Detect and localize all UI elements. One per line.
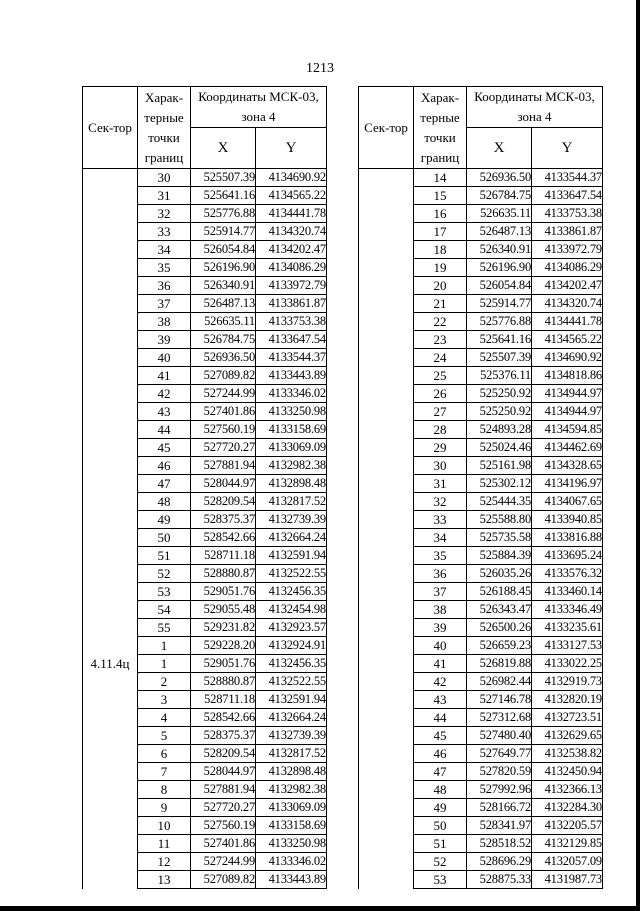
- point-number-cell: 15: [414, 187, 467, 205]
- x-coordinate-cell: 525250.92: [467, 385, 532, 403]
- point-number-cell: 46: [138, 457, 191, 475]
- point-number-cell: 43: [414, 691, 467, 709]
- x-coordinate-cell: 526500.26: [467, 619, 532, 637]
- x-coordinate-cell: 525024.46: [467, 439, 532, 457]
- x-coordinate-cell: 527244.99: [191, 853, 256, 871]
- y-coordinate-cell: 4133069.09: [256, 439, 327, 457]
- x-coordinate-cell: 525776.88: [467, 313, 532, 331]
- point-number-cell: 40: [138, 349, 191, 367]
- point-number-cell: 7: [138, 763, 191, 781]
- x-coordinate-cell: 527401.86: [191, 835, 256, 853]
- point-number-cell: 16: [414, 205, 467, 223]
- x-coordinate-cell: 525588.80: [467, 511, 532, 529]
- point-number-cell: 49: [414, 799, 467, 817]
- y-coordinate-cell: 4132456.35: [256, 583, 327, 601]
- y-coordinate-cell: 4132629.65: [532, 727, 603, 745]
- y-coordinate-cell: 4132982.38: [256, 781, 327, 799]
- x-coordinate-cell: 526635.11: [191, 313, 256, 331]
- point-number-cell: 36: [414, 565, 467, 583]
- point-number-cell: 34: [138, 241, 191, 259]
- y-coordinate-cell: 4132923.57: [256, 619, 327, 637]
- y-coordinate-cell: 4133972.79: [532, 241, 603, 259]
- page-edge-bottom: [0, 906, 640, 911]
- y-coordinate-cell: 4132591.94: [256, 691, 327, 709]
- y-coordinate-cell: 4133647.54: [532, 187, 603, 205]
- x-coordinate-cell: 528696.29: [467, 853, 532, 871]
- x-coordinate-cell: 528209.54: [191, 745, 256, 763]
- x-coordinate-cell: 527992.96: [467, 781, 532, 799]
- point-number-cell: 17: [414, 223, 467, 241]
- point-number-cell: 31: [138, 187, 191, 205]
- x-coordinate-cell: 525444.35: [467, 493, 532, 511]
- y-coordinate-cell: 4133346.02: [256, 385, 327, 403]
- coordinates-table-right: [358, 86, 603, 889]
- y-coordinate-cell: 4131987.73: [532, 871, 603, 889]
- x-coordinate-cell: 526784.75: [191, 331, 256, 349]
- x-coordinate-cell: 526659.23: [467, 637, 532, 655]
- header-coordinates: Координаты МСК-03, зона 4: [467, 87, 603, 128]
- point-number-cell: 42: [414, 673, 467, 691]
- y-coordinate-cell: 4132723.51: [532, 709, 603, 727]
- point-number-cell: 32: [414, 493, 467, 511]
- y-coordinate-cell: 4134441.78: [256, 205, 327, 223]
- point-number-cell: 29: [414, 439, 467, 457]
- header-coordinates: Координаты МСК-03, зона 4: [191, 87, 327, 128]
- y-coordinate-cell: 4134202.47: [532, 277, 603, 295]
- x-coordinate-cell: 526819.88: [467, 655, 532, 673]
- y-coordinate-cell: 4132591.94: [256, 547, 327, 565]
- y-coordinate-cell: 4134086.29: [256, 259, 327, 277]
- x-coordinate-cell: 528880.87: [191, 673, 256, 691]
- table-row: [83, 169, 327, 187]
- point-number-cell: 34: [414, 529, 467, 547]
- x-coordinate-cell: 528518.52: [467, 835, 532, 853]
- x-coordinate-cell: 526054.84: [467, 277, 532, 295]
- x-coordinate-cell: 526340.91: [191, 277, 256, 295]
- x-coordinate-cell: 527312.68: [467, 709, 532, 727]
- point-number-cell: 5: [138, 727, 191, 745]
- y-coordinate-cell: 4133250.98: [256, 835, 327, 853]
- point-number-cell: 12: [138, 853, 191, 871]
- y-coordinate-cell: 4132898.48: [256, 763, 327, 781]
- sector-cell: [359, 169, 414, 889]
- x-coordinate-cell: 526487.13: [191, 295, 256, 313]
- y-coordinate-cell: 4134320.74: [532, 295, 603, 313]
- point-number-cell: 40: [414, 637, 467, 655]
- y-coordinate-cell: 4134565.22: [532, 331, 603, 349]
- point-number-cell: 19: [414, 259, 467, 277]
- x-coordinate-cell: 528166.72: [467, 799, 532, 817]
- y-coordinate-cell: 4133443.89: [256, 871, 327, 889]
- y-coordinate-cell: 4134196.97: [532, 475, 603, 493]
- y-coordinate-cell: 4134690.92: [532, 349, 603, 367]
- point-number-cell: 23: [414, 331, 467, 349]
- x-coordinate-cell: 529051.76: [191, 655, 256, 673]
- point-number-cell: 39: [138, 331, 191, 349]
- point-number-cell: 35: [414, 547, 467, 565]
- point-number-cell: 32: [138, 205, 191, 223]
- point-number-cell: 54: [138, 601, 191, 619]
- point-number-cell: 44: [414, 709, 467, 727]
- y-coordinate-cell: 4132817.52: [256, 493, 327, 511]
- point-number-cell: 47: [414, 763, 467, 781]
- point-number-cell: 39: [414, 619, 467, 637]
- x-coordinate-cell: 526635.11: [467, 205, 532, 223]
- point-number-cell: 48: [138, 493, 191, 511]
- x-coordinate-cell: 528542.66: [191, 709, 256, 727]
- point-number-cell: 33: [414, 511, 467, 529]
- x-coordinate-cell: 525776.88: [191, 205, 256, 223]
- point-number-cell: 8: [138, 781, 191, 799]
- point-number-cell: 11: [138, 835, 191, 853]
- header-sector: Сек-тор: [83, 87, 138, 169]
- x-coordinate-cell: 528341.97: [467, 817, 532, 835]
- x-coordinate-cell: 526936.50: [191, 349, 256, 367]
- x-coordinate-cell: 527720.27: [191, 799, 256, 817]
- y-coordinate-cell: 4133972.79: [256, 277, 327, 295]
- x-coordinate-cell: 526196.90: [191, 259, 256, 277]
- table-row: [359, 169, 603, 187]
- x-coordinate-cell: 525641.16: [191, 187, 256, 205]
- y-coordinate-cell: 4132664.24: [256, 529, 327, 547]
- y-coordinate-cell: 4132919.73: [532, 673, 603, 691]
- x-coordinate-cell: 526035.26: [467, 565, 532, 583]
- point-number-cell: 30: [138, 169, 191, 187]
- x-coordinate-cell: 525376.11: [467, 367, 532, 385]
- y-coordinate-cell: 4132284.30: [532, 799, 603, 817]
- point-number-cell: 53: [138, 583, 191, 601]
- x-coordinate-cell: 525250.92: [467, 403, 532, 421]
- point-number-cell: 50: [414, 817, 467, 835]
- x-coordinate-cell: 528209.54: [191, 493, 256, 511]
- sector-cell: 4.11.4ц: [83, 655, 138, 889]
- y-coordinate-cell: 4133647.54: [256, 331, 327, 349]
- x-coordinate-cell: 527560.19: [191, 421, 256, 439]
- x-coordinate-cell: 525884.39: [467, 547, 532, 565]
- y-coordinate-cell: 4133695.24: [532, 547, 603, 565]
- y-coordinate-cell: 4134944.97: [532, 385, 603, 403]
- y-coordinate-cell: 4133753.38: [532, 205, 603, 223]
- header-x: X: [467, 128, 532, 169]
- table-row: [83, 655, 327, 673]
- x-coordinate-cell: 528044.97: [191, 763, 256, 781]
- point-number-cell: 52: [414, 853, 467, 871]
- point-number-cell: 25: [414, 367, 467, 385]
- point-number-cell: 33: [138, 223, 191, 241]
- point-number-cell: 2: [138, 673, 191, 691]
- point-number-cell: 41: [414, 655, 467, 673]
- point-number-cell: 46: [414, 745, 467, 763]
- x-coordinate-cell: 526784.75: [467, 187, 532, 205]
- y-coordinate-cell: 4133069.09: [256, 799, 327, 817]
- point-number-cell: 24: [414, 349, 467, 367]
- point-number-cell: 37: [414, 583, 467, 601]
- point-number-cell: 44: [138, 421, 191, 439]
- y-coordinate-cell: 4133022.25: [532, 655, 603, 673]
- y-coordinate-cell: 4133544.37: [256, 349, 327, 367]
- y-coordinate-cell: 4134328.65: [532, 457, 603, 475]
- point-number-cell: 1: [138, 637, 191, 655]
- y-coordinate-cell: 4133346.49: [532, 601, 603, 619]
- y-coordinate-cell: 4133235.61: [532, 619, 603, 637]
- x-coordinate-cell: 526196.90: [467, 259, 532, 277]
- y-coordinate-cell: 4133576.32: [532, 565, 603, 583]
- y-coordinate-cell: 4133250.98: [256, 403, 327, 421]
- point-number-cell: 28: [414, 421, 467, 439]
- point-number-cell: 45: [138, 439, 191, 457]
- point-number-cell: 31: [414, 475, 467, 493]
- x-coordinate-cell: 527244.99: [191, 385, 256, 403]
- x-coordinate-cell: 526982.44: [467, 673, 532, 691]
- y-coordinate-cell: 4132366.13: [532, 781, 603, 799]
- x-coordinate-cell: 528711.18: [191, 691, 256, 709]
- x-coordinate-cell: 529228.20: [191, 637, 256, 655]
- point-number-cell: 38: [138, 313, 191, 331]
- x-coordinate-cell: 527401.86: [191, 403, 256, 421]
- x-coordinate-cell: 526487.13: [467, 223, 532, 241]
- y-coordinate-cell: 4132664.24: [256, 709, 327, 727]
- point-number-cell: 52: [138, 565, 191, 583]
- y-coordinate-cell: 4132924.91: [256, 637, 327, 655]
- point-number-cell: 4: [138, 709, 191, 727]
- x-coordinate-cell: 528880.87: [191, 565, 256, 583]
- point-number-cell: 45: [414, 727, 467, 745]
- x-coordinate-cell: 525507.39: [467, 349, 532, 367]
- x-coordinate-cell: 525914.77: [191, 223, 256, 241]
- y-coordinate-cell: 4133861.87: [532, 223, 603, 241]
- y-coordinate-cell: 4132739.39: [256, 511, 327, 529]
- point-number-cell: 55: [138, 619, 191, 637]
- x-coordinate-cell: 527881.94: [191, 781, 256, 799]
- point-number-cell: 51: [414, 835, 467, 853]
- y-coordinate-cell: 4133443.89: [256, 367, 327, 385]
- x-coordinate-cell: 527720.27: [191, 439, 256, 457]
- x-coordinate-cell: 525914.77: [467, 295, 532, 313]
- y-coordinate-cell: 4132898.48: [256, 475, 327, 493]
- point-number-cell: 18: [414, 241, 467, 259]
- table-body: [83, 169, 327, 889]
- point-number-cell: 30: [414, 457, 467, 475]
- y-coordinate-cell: 4134818.86: [532, 367, 603, 385]
- header-characteristic-points: Харак-терные точки границ: [414, 87, 467, 169]
- page-number: 1213: [306, 61, 334, 76]
- x-coordinate-cell: 526936.50: [467, 169, 532, 187]
- y-coordinate-cell: 4134086.29: [532, 259, 603, 277]
- point-number-cell: 36: [138, 277, 191, 295]
- y-coordinate-cell: 4133861.87: [256, 295, 327, 313]
- header-sector: Сек-тор: [359, 87, 414, 169]
- x-coordinate-cell: 527881.94: [191, 457, 256, 475]
- x-coordinate-cell: 528044.97: [191, 475, 256, 493]
- x-coordinate-cell: 527146.78: [467, 691, 532, 709]
- point-number-cell: 6: [138, 745, 191, 763]
- y-coordinate-cell: 4132456.35: [256, 655, 327, 673]
- y-coordinate-cell: 4132522.55: [256, 673, 327, 691]
- y-coordinate-cell: 4134690.92: [256, 169, 327, 187]
- x-coordinate-cell: 528875.33: [467, 871, 532, 889]
- point-number-cell: 48: [414, 781, 467, 799]
- table-body: [359, 169, 603, 889]
- y-coordinate-cell: 4132522.55: [256, 565, 327, 583]
- y-coordinate-cell: 4133127.53: [532, 637, 603, 655]
- point-number-cell: 42: [138, 385, 191, 403]
- x-coordinate-cell: 529055.48: [191, 601, 256, 619]
- point-number-cell: 21: [414, 295, 467, 313]
- y-coordinate-cell: 4133346.02: [256, 853, 327, 871]
- x-coordinate-cell: 526054.84: [191, 241, 256, 259]
- y-coordinate-cell: 4132057.09: [532, 853, 603, 871]
- point-number-cell: 49: [138, 511, 191, 529]
- header-y: Y: [532, 128, 603, 169]
- point-number-cell: 37: [138, 295, 191, 313]
- y-coordinate-cell: 4132454.98: [256, 601, 327, 619]
- y-coordinate-cell: 4133753.38: [256, 313, 327, 331]
- x-coordinate-cell: 525302.12: [467, 475, 532, 493]
- x-coordinate-cell: 525735.58: [467, 529, 532, 547]
- header-characteristic-points: Харак-терные точки границ: [138, 87, 191, 169]
- x-coordinate-cell: 528375.37: [191, 511, 256, 529]
- point-number-cell: 13: [138, 871, 191, 889]
- point-number-cell: 1: [138, 655, 191, 673]
- y-coordinate-cell: 4134067.65: [532, 493, 603, 511]
- point-number-cell: 43: [138, 403, 191, 421]
- header-y: Y: [256, 128, 327, 169]
- y-coordinate-cell: 4132205.57: [532, 817, 603, 835]
- point-number-cell: 41: [138, 367, 191, 385]
- x-coordinate-cell: 527089.82: [191, 367, 256, 385]
- x-coordinate-cell: 527089.82: [191, 871, 256, 889]
- point-number-cell: 35: [138, 259, 191, 277]
- y-coordinate-cell: 4133816.88: [532, 529, 603, 547]
- y-coordinate-cell: 4132739.39: [256, 727, 327, 745]
- y-coordinate-cell: 4132538.82: [532, 745, 603, 763]
- y-coordinate-cell: 4132820.19: [532, 691, 603, 709]
- x-coordinate-cell: 529051.76: [191, 583, 256, 601]
- y-coordinate-cell: 4134565.22: [256, 187, 327, 205]
- y-coordinate-cell: 4134462.69: [532, 439, 603, 457]
- x-coordinate-cell: 525507.39: [191, 169, 256, 187]
- x-coordinate-cell: 527649.77: [467, 745, 532, 763]
- y-coordinate-cell: 4133460.14: [532, 583, 603, 601]
- x-coordinate-cell: 525161.98: [467, 457, 532, 475]
- x-coordinate-cell: 526343.47: [467, 601, 532, 619]
- y-coordinate-cell: 4133158.69: [256, 817, 327, 835]
- y-coordinate-cell: 4132129.85: [532, 835, 603, 853]
- point-number-cell: 14: [414, 169, 467, 187]
- point-number-cell: 9: [138, 799, 191, 817]
- x-coordinate-cell: 528375.37: [191, 727, 256, 745]
- point-number-cell: 53: [414, 871, 467, 889]
- y-coordinate-cell: 4134441.78: [532, 313, 603, 331]
- sector-cell: [83, 169, 138, 655]
- x-coordinate-cell: 528542.66: [191, 529, 256, 547]
- y-coordinate-cell: 4133940.85: [532, 511, 603, 529]
- y-coordinate-cell: 4132982.38: [256, 457, 327, 475]
- x-coordinate-cell: 527820.59: [467, 763, 532, 781]
- point-number-cell: 20: [414, 277, 467, 295]
- y-coordinate-cell: 4134944.97: [532, 403, 603, 421]
- y-coordinate-cell: 4133544.37: [532, 169, 603, 187]
- y-coordinate-cell: 4134202.47: [256, 241, 327, 259]
- x-coordinate-cell: 526188.45: [467, 583, 532, 601]
- page-edge-right: [636, 0, 640, 911]
- y-coordinate-cell: 4134320.74: [256, 223, 327, 241]
- y-coordinate-cell: 4132450.94: [532, 763, 603, 781]
- x-coordinate-cell: 527560.19: [191, 817, 256, 835]
- point-number-cell: 50: [138, 529, 191, 547]
- point-number-cell: 10: [138, 817, 191, 835]
- point-number-cell: 26: [414, 385, 467, 403]
- point-number-cell: 3: [138, 691, 191, 709]
- x-coordinate-cell: 524893.28: [467, 421, 532, 439]
- header-x: X: [191, 128, 256, 169]
- point-number-cell: 51: [138, 547, 191, 565]
- x-coordinate-cell: 527480.40: [467, 727, 532, 745]
- y-coordinate-cell: 4133158.69: [256, 421, 327, 439]
- coordinates-table-left: [82, 86, 327, 889]
- y-coordinate-cell: 4132817.52: [256, 745, 327, 763]
- x-coordinate-cell: 529231.82: [191, 619, 256, 637]
- point-number-cell: 22: [414, 313, 467, 331]
- point-number-cell: 38: [414, 601, 467, 619]
- point-number-cell: 27: [414, 403, 467, 421]
- x-coordinate-cell: 526340.91: [467, 241, 532, 259]
- x-coordinate-cell: 528711.18: [191, 547, 256, 565]
- point-number-cell: 47: [138, 475, 191, 493]
- x-coordinate-cell: 525641.16: [467, 331, 532, 349]
- y-coordinate-cell: 4134594.85: [532, 421, 603, 439]
